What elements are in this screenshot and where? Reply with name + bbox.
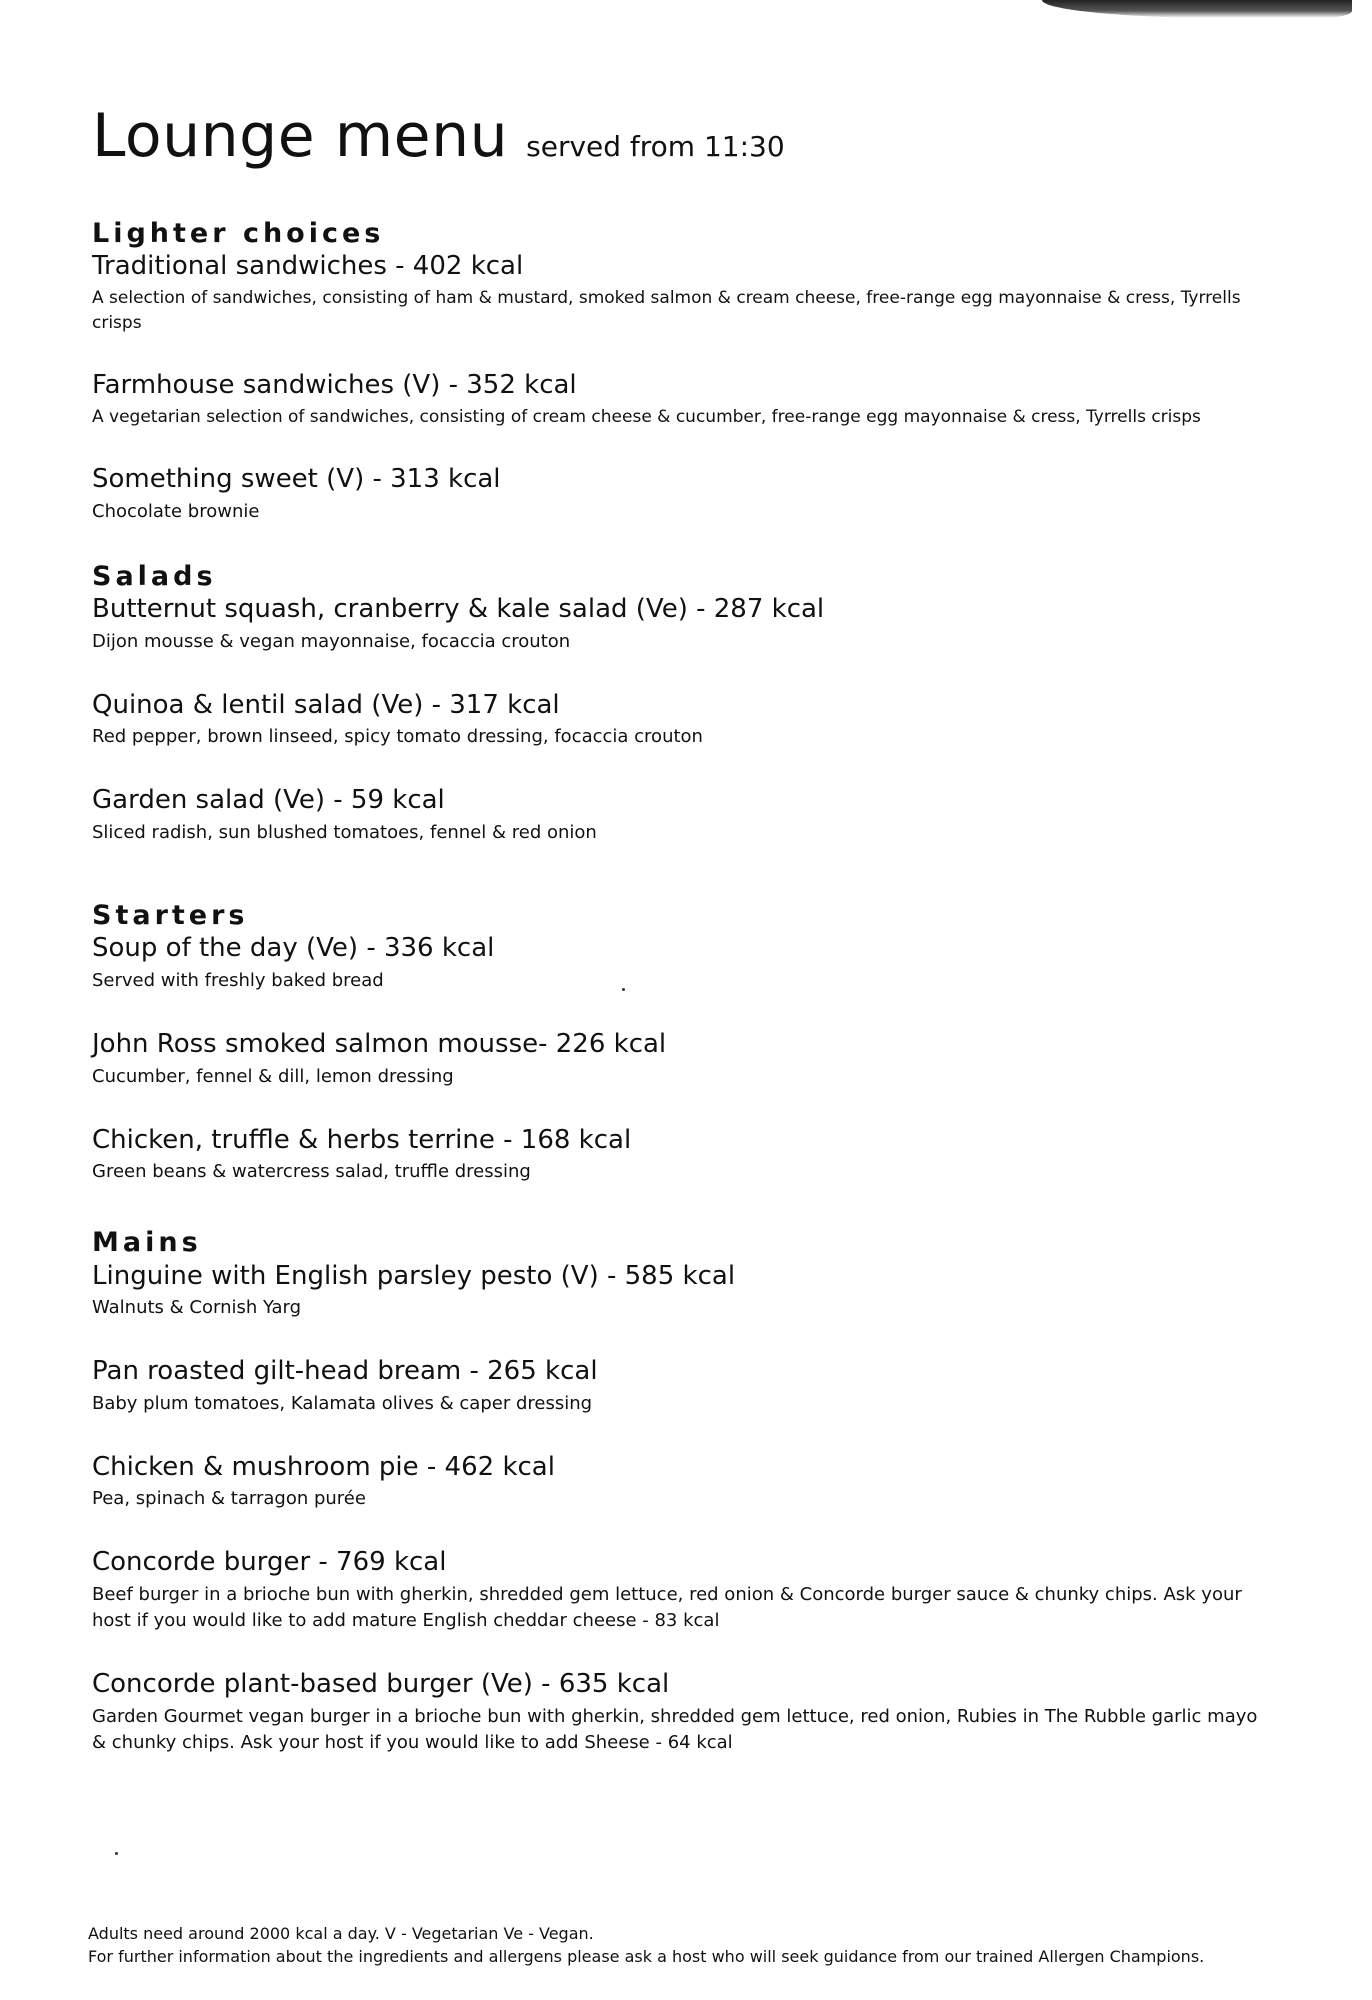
menu-item (92, 1546, 1292, 1634)
menu-item (92, 932, 1292, 994)
item-name: Chicken & mushroom pie - 462 kcal (92, 1451, 555, 1482)
menu-header (92, 101, 785, 171)
item-description: A selection of sandwiches, consisting of ham & mustard, smoked salmon & cream cheese, free-range egg mayonnaise & cress, Tyrrells crisps (92, 287, 1241, 333)
item-description: Garden Gourmet vegan burger in a brioche bun with gherkin, shredded gem lettuce, red onion, Rubies in The Rubble garlic mayo & chunky chips. Ask your host if you would like to add Sheese - 64 kcal (92, 1705, 1258, 1753)
menu-item (92, 1451, 1292, 1513)
item-description: Served with freshly baked bread (92, 969, 384, 991)
section-title: Lighter choices (92, 218, 385, 249)
section-mains (92, 1227, 1292, 1756)
scan-edge-mark (1042, 0, 1352, 18)
item-name: Chicken, truffle & herbs terrine - 168 kcal (92, 1124, 632, 1155)
item-name: Traditional sandwiches - 402 kcal (92, 251, 524, 282)
item-description: Pea, spinach & tarragon purée (92, 1488, 366, 1510)
item-description: A vegetarian selection of sandwiches, consisting of cream cheese & cucumber, free-range egg mayonnaise & cress, Tyrrells crisps (92, 406, 1201, 427)
item-name: Garden salad (Ve) - 59 kcal (92, 785, 445, 816)
item-description: Green beans & watercress salad, truffle dressing (92, 1161, 531, 1183)
item-description: Chocolate brownie (92, 500, 260, 522)
menu-item (92, 689, 1292, 751)
menu-item (92, 463, 1292, 525)
item-name: Linguine with English parsley pesto (V) - 585 kcal (92, 1260, 736, 1291)
section-title: Starters (92, 900, 249, 932)
page-subtitle: served from 11:30 (526, 130, 785, 163)
item-description: Baby plum tomatoes, Kalamata olives & caper dressing (92, 1392, 593, 1414)
item-name: Concorde burger - 769 kcal (92, 1547, 447, 1578)
item-name: Quinoa & lentil salad (Ve) - 317 kcal (92, 689, 560, 720)
menu-item (92, 1028, 1292, 1090)
section-salads (92, 561, 1292, 846)
menu-item (92, 784, 1292, 846)
menu-item (92, 1260, 1292, 1322)
item-name: Something sweet (V) - 313 kcal (92, 464, 501, 495)
page-title: Lounge menu (92, 101, 509, 171)
section-title: Mains (92, 1227, 202, 1259)
section-title: Salads (92, 560, 217, 592)
footer-allergen-note: For further information about the ingredients and allergens please ask a host who will seek guidance from our trained Allergen Champions. (88, 1947, 1205, 1967)
menu-content (92, 218, 1292, 1756)
section-starters (92, 900, 1292, 1185)
footer-dietary-note: Adults need around 2000 kcal a day. V - Vegetarian Ve - Vegan. (88, 1924, 594, 1943)
scan-speck (115, 1852, 118, 1855)
item-name: John Ross smoked salmon mousse- 226 kcal (92, 1029, 667, 1060)
item-description: Cucumber, fennel & dill, lemon dressing (92, 1065, 454, 1087)
item-name: Pan roasted gilt-head bream - 265 kcal (92, 1356, 598, 1387)
item-description: Red pepper, brown linseed, spicy tomato dressing, focaccia crouton (92, 726, 703, 748)
menu-item (92, 1668, 1292, 1756)
item-name: Soup of the day (Ve) - 336 kcal (92, 933, 495, 964)
item-name: Concorde plant-based burger (Ve) - 635 kcal (92, 1669, 670, 1700)
item-description: Dijon mousse & vegan mayonnaise, focaccia crouton (92, 630, 571, 652)
menu-item (92, 250, 1292, 335)
item-description: Sliced radish, sun blushed tomatoes, fennel & red onion (92, 821, 597, 843)
menu-item (92, 1355, 1292, 1417)
item-description: Beef burger in a brioche bun with gherkin, shredded gem lettuce, red onion & Concorde burger sauce & chunky chips. Ask your host if you would like to add mature English cheddar cheese - 83 kcal (92, 1583, 1242, 1632)
menu-item (92, 1124, 1292, 1186)
menu-item (92, 369, 1292, 429)
menu-item (92, 593, 1292, 655)
menu-footer (88, 1922, 1204, 1968)
item-name: Farmhouse sandwiches (V) - 352 kcal (92, 370, 577, 401)
item-description: Walnuts & Cornish Yarg (92, 1297, 302, 1319)
section-lighter-choices (92, 218, 1292, 525)
item-name: Butternut squash, cranberry & kale salad (Ve) - 287 kcal (92, 594, 825, 625)
